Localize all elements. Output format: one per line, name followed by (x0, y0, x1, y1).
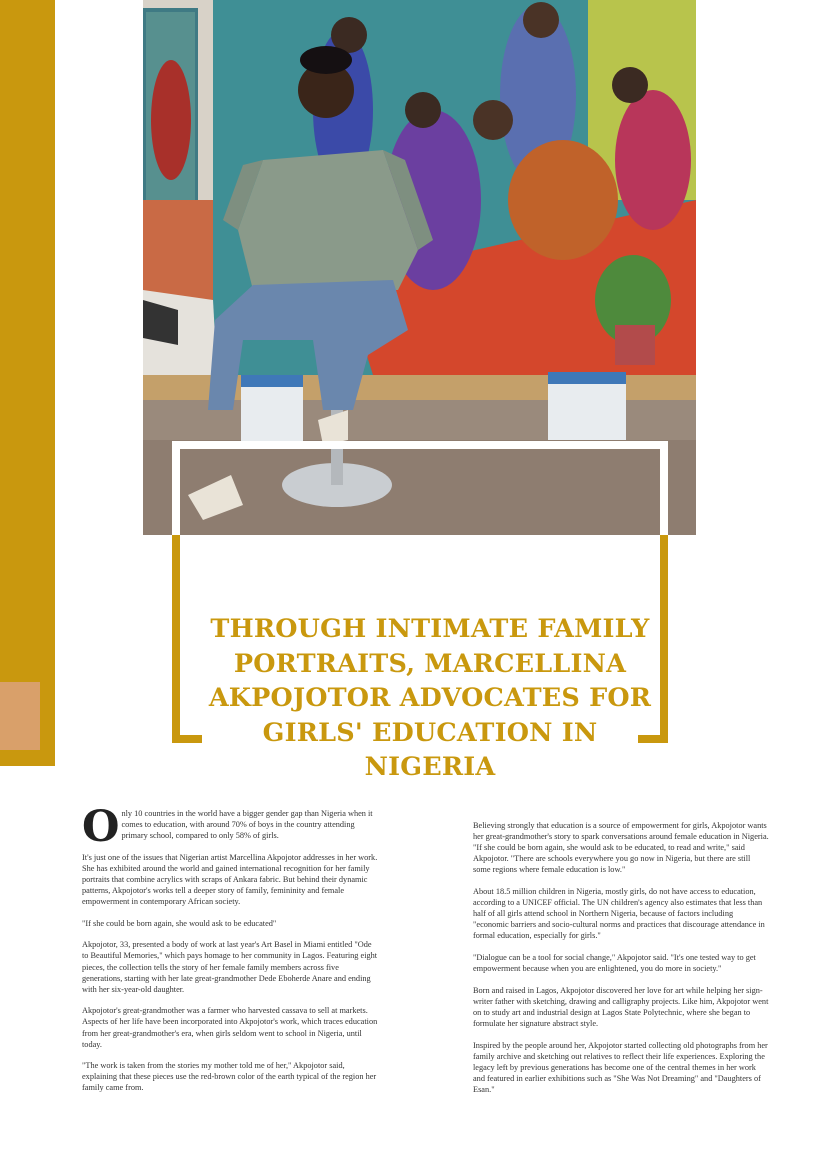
article-paragraph: About 18.5 million children in Nigeria, mostly girls, do not have access to education, according to a UNICEF official. The UN children's agency also estimates that less than half of all girls attend school in Northern Nigeria, because of factors including "economic barriers and socio-cultural norms and practices that discourage attendance in formal education, especially for girls." (473, 886, 765, 941)
tan-accent-square (0, 682, 40, 750)
hero-photo (143, 0, 696, 535)
frame-white-top (172, 441, 668, 449)
article-paragraph: Believing strongly that education is a source of empowerment for girls, Akpojotor wants her great-grandmother's story to spark conversations around female education in Nigeria. (473, 821, 769, 842)
headline: THROUGH INTIMATE FAMILY PORTRAITS, MARCELLINA AKPOJOTOR ADVOCATES FOR GIRLS' EDUCATION IN NIGERIA (208, 614, 652, 782)
article-right-column (473, 820, 769, 1105)
article-paragraph: Akpojotor, 33, presented a body of work at last year's Art Basel in Miami entitled "Ode to Beautiful Memories," which pays homage to her community in Lagos. Featuring eight pieces, the collection tells the story of her female family members across five generations, starting with her late great-grandmother Dede Eboherde Anare and ending with her six-year-old daughter. (82, 940, 378, 994)
article-paragraph: She has exhibited around the world and gained international recognition for her family portraits that combine acrylics with scraps of Ankara fabric. But behind their dynamic patterns, Akpojotor's works tell a deeper story of family, femininity and female empowerment in contemporary African society. (82, 863, 370, 907)
gold-side-bar (0, 0, 55, 766)
article-paragraph: Akpojotor's great-grandmother was a farmer who harvested cassava to sell at markets. Aspects of her life have been incorporated into Akpojotor's work, which traces education from her great-grandmother's era, when girls seldom went to school in Nigeria, until today. (82, 1006, 378, 1049)
article-paragraph: nly 10 countries in the world have a bigger gender gap than Nigeria when it comes to education, with around 70% of boys in the country attending primary school, compared to only 58% of girls. (121, 809, 373, 841)
headline-bracket-left (172, 535, 202, 743)
frame-white-right (660, 441, 668, 535)
article-paragraph: Born and raised in Lagos, Akpojotor discovered her love for art while helping her sign-writer father with sketching, drawing and calligraphy projects. Like him, Akpojotor went on to study art and industrial design at Lagos State Polytechnic, where she began to formulate her signature abstract style. (473, 985, 769, 1028)
article-paragraph: Inspired by the people around her, Akpojotor started collecting old photographs from her family archive and sketching out relatives to reflect their life experiences. Exploring the legacy left by previous generations has become one of the central themes in her work and featured in earlier exhibitions such as "She Was Not Dreaming" and "Daughters of Esan." (473, 1040, 768, 1094)
article-pull-quote: "If she could be born again, she would ask to be educated" (82, 918, 277, 928)
article-paragraph: "If she could be born again, she would ask to be educated, to read and write," said Akpojotor. "There are schools everywhere you go now in Nigeria, but there are still some regions where female education is low." (473, 843, 751, 875)
article-paragraph: "Dialogue can be a tool for social change," Akpojotor said. "It's one tested way to get empowerment because when you are enlightened, you do more in society." (473, 952, 756, 974)
drop-cap: O (82, 802, 120, 852)
article-left-column (82, 802, 378, 1104)
article-paragraph: "The work is taken from the stories my mother told me of her," Akpojotor said, explaining that these pieces use the red-brown color of the earth typical of the region her family came from. (82, 1061, 377, 1093)
article-paragraph: It's just one of the issues that Nigerian artist Marcellina Akpojotor addresses in her work. (82, 852, 378, 862)
frame-white-left (172, 441, 180, 535)
